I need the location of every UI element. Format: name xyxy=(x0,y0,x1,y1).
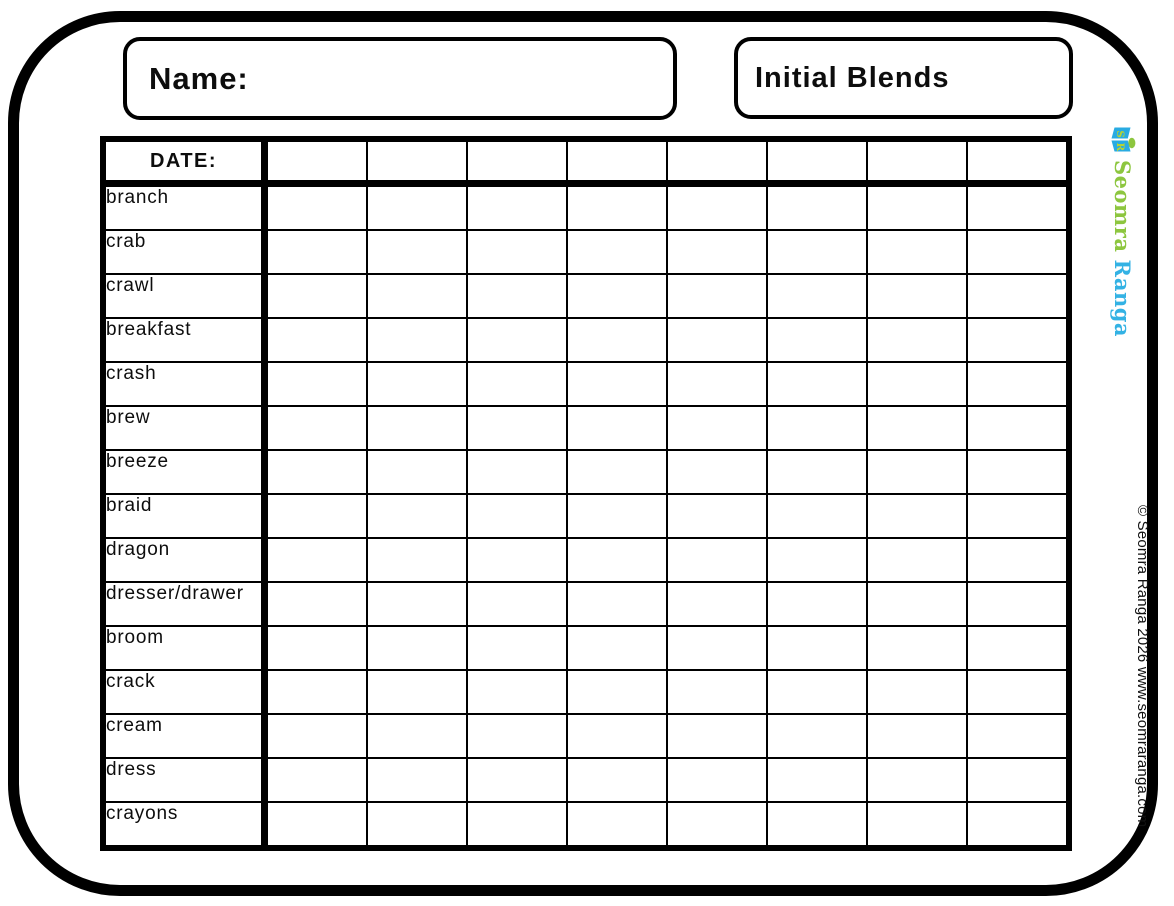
date-cell xyxy=(667,582,767,626)
date-cell xyxy=(967,318,1069,362)
date-cell xyxy=(867,184,967,231)
date-cell xyxy=(867,362,967,406)
date-header-cell xyxy=(867,139,967,184)
date-cell xyxy=(767,802,867,848)
date-cell xyxy=(767,274,867,318)
word-label: crawl xyxy=(103,274,265,318)
date-cell xyxy=(667,626,767,670)
date-cell xyxy=(567,538,667,582)
date-cell xyxy=(567,318,667,362)
date-cell xyxy=(367,670,467,714)
date-cell xyxy=(467,184,567,231)
date-cell xyxy=(967,406,1069,450)
word-table-body xyxy=(103,184,1069,849)
date-cell xyxy=(467,230,567,274)
table-row xyxy=(103,318,1069,362)
date-cell xyxy=(667,494,767,538)
date-cell xyxy=(265,230,368,274)
date-cell xyxy=(367,362,467,406)
word-label: broom xyxy=(103,626,265,670)
date-cell xyxy=(567,274,667,318)
date-cell xyxy=(667,538,767,582)
date-cell xyxy=(667,362,767,406)
date-cell xyxy=(567,582,667,626)
open-book-icon xyxy=(1110,126,1136,153)
date-cell xyxy=(367,582,467,626)
date-cell xyxy=(767,184,867,231)
date-cell xyxy=(667,450,767,494)
name-label: Name: xyxy=(149,60,249,96)
date-cell xyxy=(967,714,1069,758)
word-label: cream xyxy=(103,714,265,758)
copyright-text: © Seomra Ranga 2026 www.seomraranga.com xyxy=(1134,505,1151,828)
date-cell xyxy=(467,538,567,582)
date-cell xyxy=(767,362,867,406)
date-cell xyxy=(867,274,967,318)
word-label: braid xyxy=(103,494,265,538)
date-cell xyxy=(867,538,967,582)
date-cell xyxy=(567,714,667,758)
date-cell xyxy=(667,758,767,802)
date-cell xyxy=(567,758,667,802)
date-cell xyxy=(467,714,567,758)
date-cell xyxy=(667,802,767,848)
date-cell xyxy=(567,626,667,670)
table-row xyxy=(103,230,1069,274)
date-cell xyxy=(867,758,967,802)
date-cell xyxy=(467,626,567,670)
date-cell xyxy=(367,626,467,670)
table-row xyxy=(103,538,1069,582)
name-field-box xyxy=(123,37,677,120)
date-cell xyxy=(467,494,567,538)
date-cell xyxy=(265,494,368,538)
word-label: dress xyxy=(103,758,265,802)
date-header-cell xyxy=(767,139,867,184)
word-label: dresser/drawer xyxy=(103,582,265,626)
table-row xyxy=(103,450,1069,494)
date-cell xyxy=(967,362,1069,406)
date-cell xyxy=(265,274,368,318)
date-cell xyxy=(265,758,368,802)
date-cell xyxy=(767,450,867,494)
date-cell xyxy=(767,538,867,582)
date-cell xyxy=(467,274,567,318)
date-cell xyxy=(567,230,667,274)
date-cell xyxy=(767,406,867,450)
date-cell xyxy=(265,406,368,450)
date-cell xyxy=(967,582,1069,626)
date-cell xyxy=(467,362,567,406)
date-cell xyxy=(567,450,667,494)
date-cell xyxy=(367,230,467,274)
date-cell xyxy=(667,318,767,362)
date-cell xyxy=(265,450,368,494)
date-cell xyxy=(367,538,467,582)
table-row xyxy=(103,582,1069,626)
table-row xyxy=(103,626,1069,670)
date-cell xyxy=(667,274,767,318)
date-cell xyxy=(967,538,1069,582)
date-cell xyxy=(867,494,967,538)
logo-text-ranga: Ranga xyxy=(1110,259,1136,338)
word-label: breakfast xyxy=(103,318,265,362)
seomra-ranga-logo xyxy=(1105,126,1141,338)
date-cell xyxy=(767,230,867,274)
date-cell xyxy=(265,714,368,758)
word-label: crash xyxy=(103,362,265,406)
date-cell xyxy=(467,406,567,450)
table-row xyxy=(103,494,1069,538)
date-cell xyxy=(867,802,967,848)
table-row xyxy=(103,670,1069,714)
word-label: brew xyxy=(103,406,265,450)
date-cell xyxy=(667,406,767,450)
date-cell xyxy=(567,494,667,538)
date-cell xyxy=(767,582,867,626)
table-row xyxy=(103,758,1069,802)
date-header-cell xyxy=(567,139,667,184)
date-cell xyxy=(867,450,967,494)
date-cell xyxy=(667,714,767,758)
date-cell xyxy=(867,582,967,626)
date-cell xyxy=(265,318,368,362)
page-title: Initial Blends xyxy=(755,61,950,94)
date-cell xyxy=(567,362,667,406)
date-cell xyxy=(467,670,567,714)
date-cell xyxy=(367,802,467,848)
date-cell xyxy=(467,758,567,802)
table-row xyxy=(103,802,1069,848)
date-header-cell xyxy=(967,139,1069,184)
date-cell xyxy=(265,362,368,406)
date-cell xyxy=(367,714,467,758)
logo-text-seomra: Seomra xyxy=(1110,160,1136,253)
date-cell xyxy=(265,184,368,231)
date-cell xyxy=(967,802,1069,848)
date-cell xyxy=(967,184,1069,231)
svg-text:R: R xyxy=(1114,142,1126,152)
date-cell xyxy=(767,670,867,714)
date-cell xyxy=(367,450,467,494)
date-cell xyxy=(667,184,767,231)
date-cell xyxy=(265,538,368,582)
date-cell xyxy=(767,626,867,670)
date-cell xyxy=(265,802,368,848)
table-row xyxy=(103,714,1069,758)
date-cell xyxy=(667,670,767,714)
date-cell xyxy=(265,626,368,670)
date-cell xyxy=(567,406,667,450)
date-header-cell xyxy=(265,139,368,184)
svg-text:S: S xyxy=(1114,130,1126,138)
date-cell xyxy=(867,406,967,450)
date-cell xyxy=(867,670,967,714)
date-cell xyxy=(265,670,368,714)
title-box xyxy=(734,37,1073,119)
date-cell xyxy=(767,714,867,758)
date-cell xyxy=(367,318,467,362)
date-cell xyxy=(367,184,467,231)
date-cell xyxy=(967,450,1069,494)
date-header-cell xyxy=(367,139,467,184)
word-label: branch xyxy=(103,184,265,231)
date-cell xyxy=(867,318,967,362)
date-header-label: DATE: xyxy=(103,139,265,184)
date-cell xyxy=(567,184,667,231)
word-label: breeze xyxy=(103,450,265,494)
date-cell xyxy=(467,802,567,848)
date-header-cell xyxy=(467,139,567,184)
date-cell xyxy=(567,802,667,848)
word-label: crayons xyxy=(103,802,265,848)
date-cell xyxy=(967,274,1069,318)
word-label: crack xyxy=(103,670,265,714)
date-header-cell xyxy=(667,139,767,184)
date-cell xyxy=(967,230,1069,274)
date-cell xyxy=(265,582,368,626)
date-cell xyxy=(467,450,567,494)
date-cell xyxy=(767,318,867,362)
date-cell xyxy=(467,318,567,362)
table-row xyxy=(103,274,1069,318)
date-cell xyxy=(967,670,1069,714)
date-cell xyxy=(867,714,967,758)
date-cell xyxy=(967,626,1069,670)
date-cell xyxy=(967,494,1069,538)
date-cell xyxy=(967,758,1069,802)
date-cell xyxy=(367,274,467,318)
word-grid-table xyxy=(100,136,1072,851)
date-cell xyxy=(367,758,467,802)
date-cell xyxy=(467,582,567,626)
table-row xyxy=(103,362,1069,406)
date-cell xyxy=(367,406,467,450)
date-cell xyxy=(767,758,867,802)
table-row xyxy=(103,184,1069,231)
date-header-row xyxy=(103,139,1069,184)
date-cell xyxy=(567,670,667,714)
date-cell xyxy=(867,230,967,274)
table-row xyxy=(103,406,1069,450)
date-cell xyxy=(667,230,767,274)
word-label: dragon xyxy=(103,538,265,582)
date-cell xyxy=(867,626,967,670)
date-cell xyxy=(767,494,867,538)
date-cell xyxy=(367,494,467,538)
word-label: crab xyxy=(103,230,265,274)
